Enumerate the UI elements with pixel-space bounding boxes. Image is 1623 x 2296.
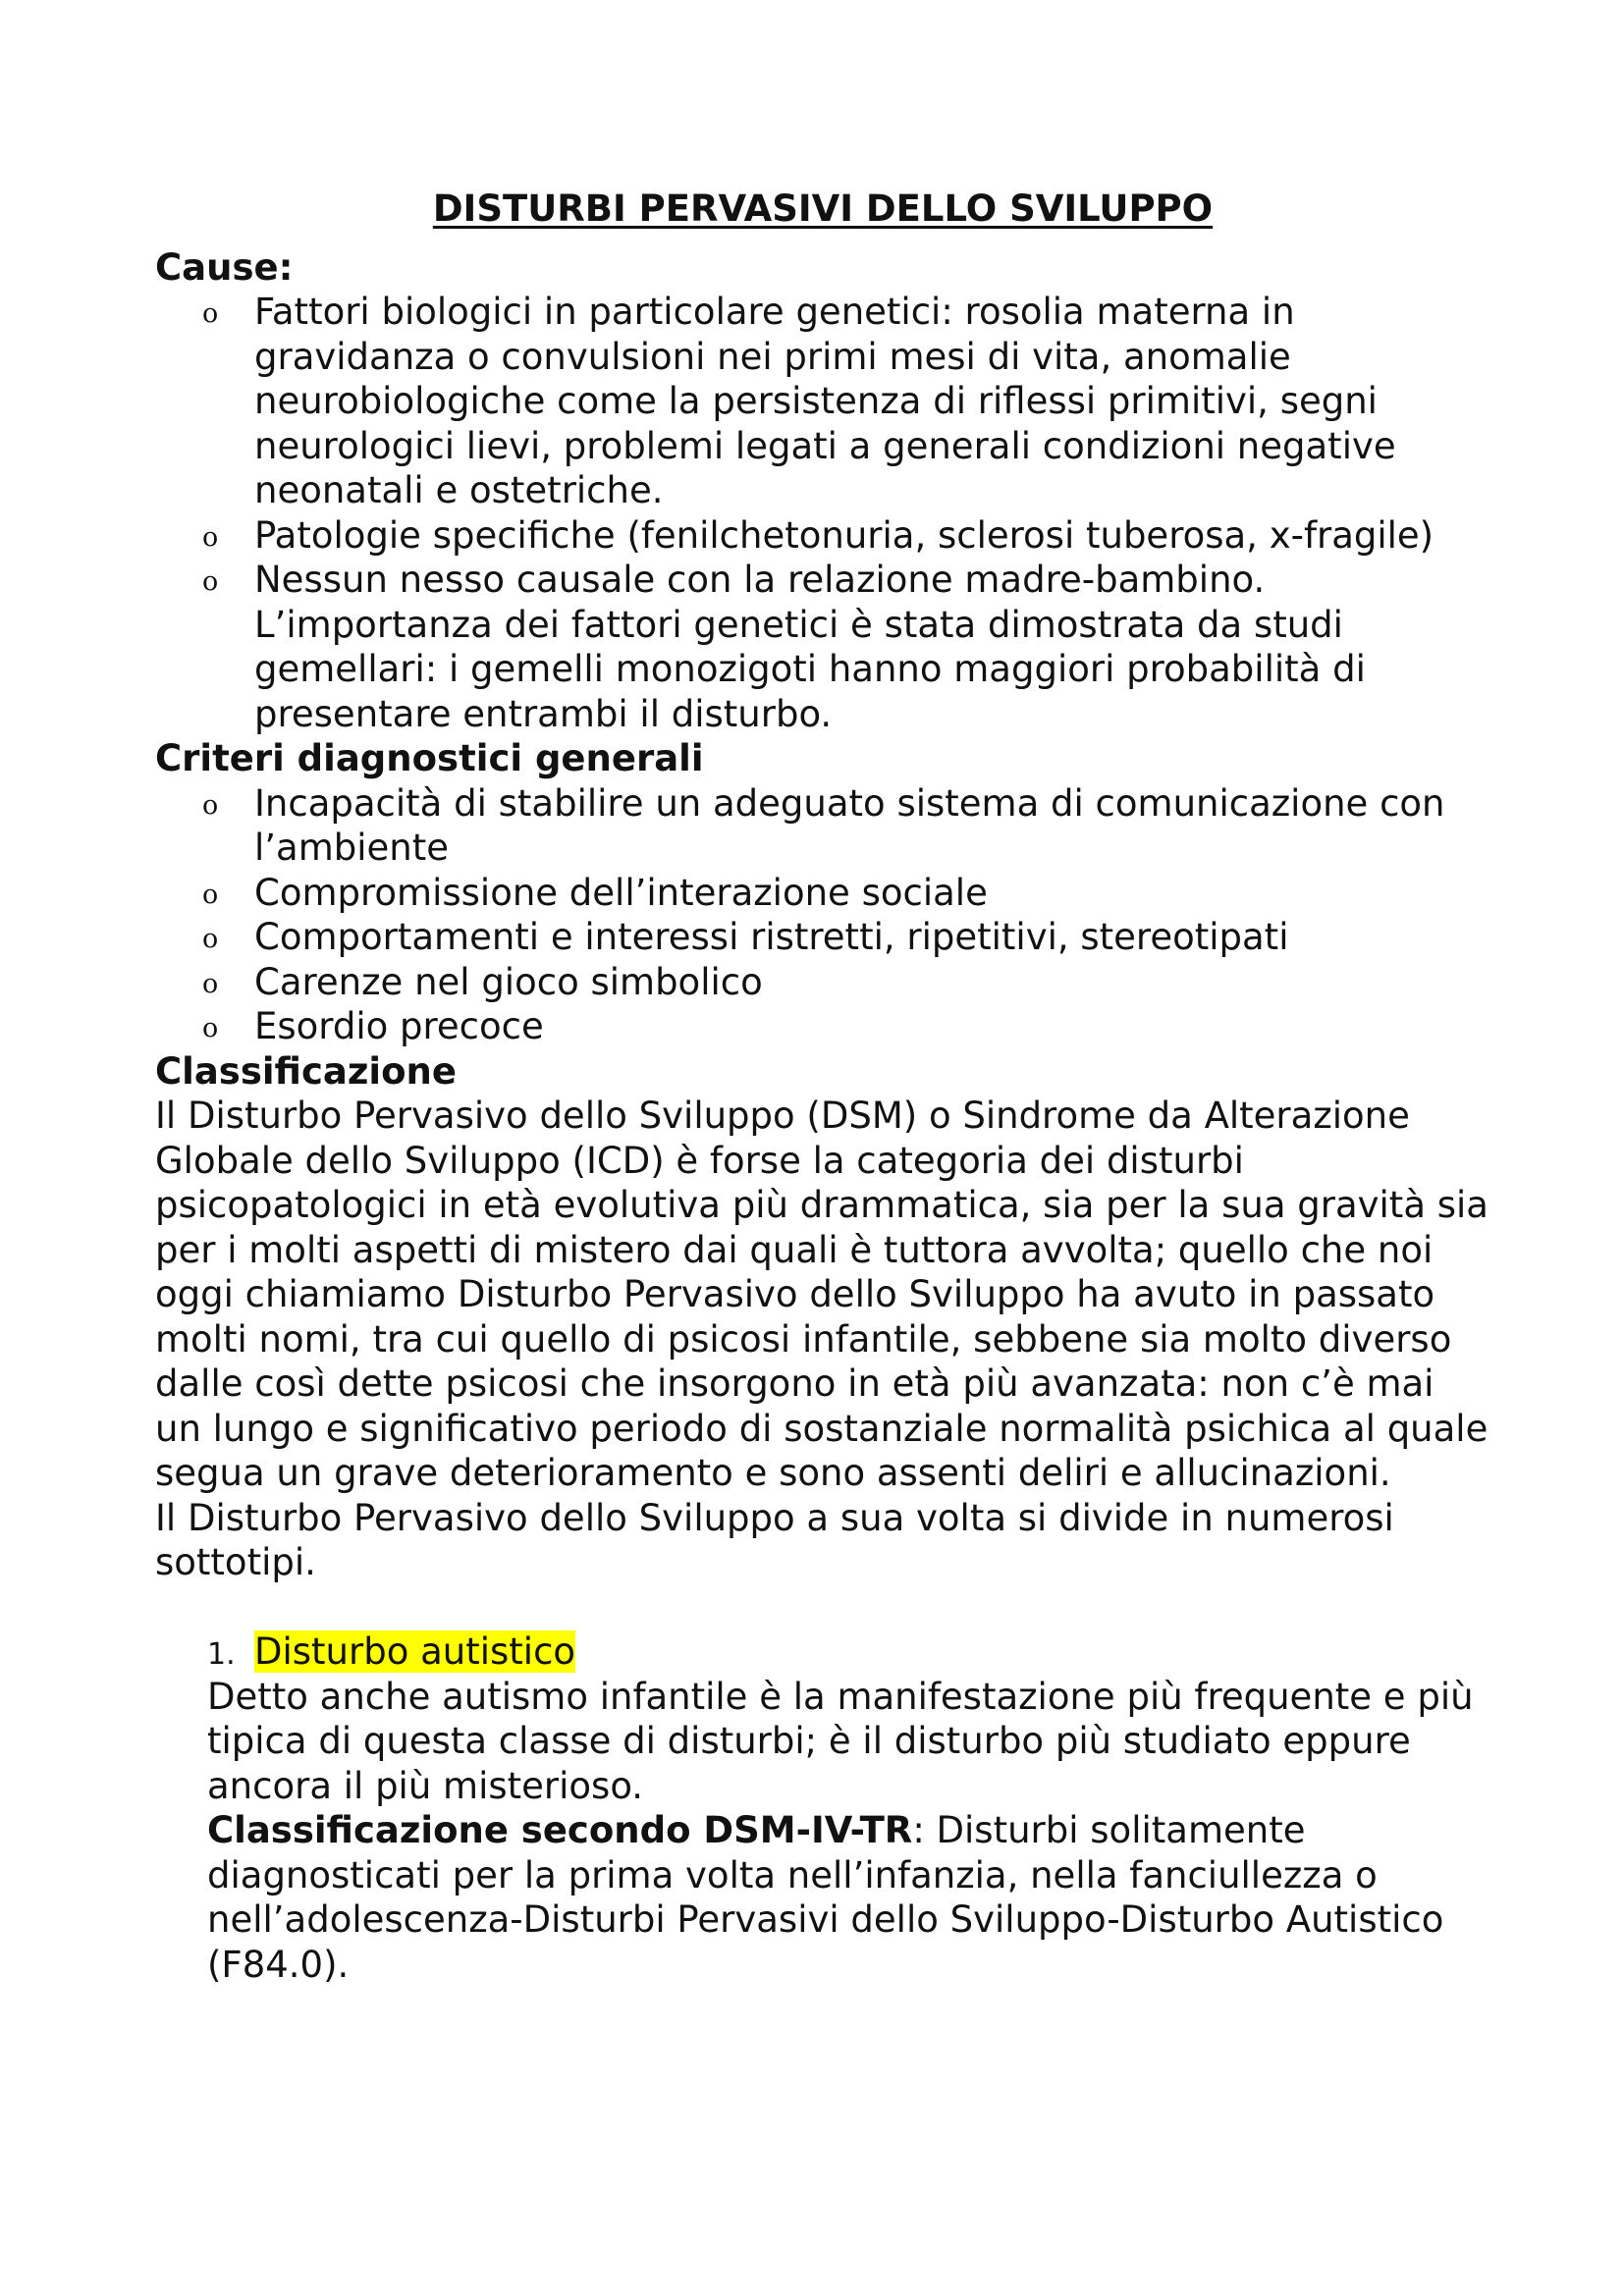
bullet-icon: o bbox=[202, 968, 219, 999]
list-item bbox=[202, 781, 1490, 871]
list-item-text: Nessun nesso causale con la relazione madre-bambino. L’importanza dei fattori genetici è stata dimostrata da studi gemellari: i gemelli monozigoti hanno maggiori probabilità di presentare entrambi il disturbo. bbox=[254, 559, 1366, 735]
list-item-text: Esordio precoce bbox=[254, 1005, 544, 1047]
bullet-icon: o bbox=[202, 879, 219, 910]
dsm-label: Classificazione secondo DSM-IV-TR bbox=[207, 1809, 913, 1851]
list-item bbox=[202, 960, 1490, 1005]
cause-list bbox=[155, 290, 1490, 736]
list-item-text: Comportamenti e interessi ristretti, ripetitivi, stereotipati bbox=[254, 916, 1289, 958]
dsm-classification bbox=[207, 1808, 1490, 1987]
list-item bbox=[202, 871, 1490, 916]
document-page bbox=[155, 187, 1490, 1987]
list-item bbox=[202, 1004, 1490, 1049]
list-item-text: Patologie specifiche (fenilchetonuria, sclerosi tuberosa, x-fragile) bbox=[254, 513, 1434, 557]
item-description: Detto anche autismo infantile è la manifestazione più frequente e più tipica di questa classe di disturbi; è il disturbo più studiato eppure ancora il più misterioso. bbox=[207, 1675, 1474, 1807]
numbered-item-autistico bbox=[155, 1629, 1490, 1987]
bullet-icon: o bbox=[202, 789, 219, 821]
bullet-icon: o bbox=[202, 298, 219, 329]
list-item-text: Fattori biologici in particolare genetici: rosolia materna in gravidanza o convulsioni nei primi mesi di vita, anomalie neurobiologiche come la persistenza di riflessi primitivi, segni neurologici lievi, problemi legati a generali condizioni negative neonatali e ostetriche. bbox=[254, 291, 1396, 511]
list-item-text: Carenze nel gioco simbolico bbox=[254, 960, 763, 1003]
section-heading-criteri: Criteri diagnostici generali bbox=[155, 737, 704, 779]
list-item bbox=[202, 513, 1490, 559]
list-item bbox=[202, 290, 1490, 513]
list-item-text: Incapacità di stabilire un adeguato sistema di comunicazione con l’ambiente bbox=[254, 781, 1445, 869]
bullet-icon: o bbox=[202, 924, 219, 954]
blank-line bbox=[155, 1585, 1490, 1630]
document-title: DISTURBI PERVASIVI DELLO SVILUPPO bbox=[432, 187, 1214, 230]
list-item-text: Compromissione dell’interazione sociale bbox=[254, 871, 988, 914]
bullet-icon: o bbox=[202, 1013, 219, 1043]
bullet-icon: o bbox=[202, 521, 219, 553]
list-item bbox=[202, 558, 1490, 736]
section-heading-classificazione: Classificazione bbox=[155, 1049, 457, 1093]
bullet-icon: o bbox=[202, 566, 219, 597]
dsm-text: : Disturbi solitamente diagnosticati per la prima volta nell’infanzia, nella fanciullezza o nell’adolescenza-Disturbi Pervasivi dello Sviluppo-Disturbo Autistico (F84.0). bbox=[207, 1809, 1444, 1986]
highlighted-subheading: Disturbo autistico bbox=[254, 1630, 576, 1673]
criteri-list bbox=[155, 781, 1490, 1049]
paragraph: Il Disturbo Pervasivo dello Sviluppo a sua volta si divide in numerosi sottotipi. bbox=[155, 1496, 1394, 1583]
list-item bbox=[202, 915, 1490, 960]
item-number: 1. bbox=[207, 1637, 236, 1672]
numbered-item-head bbox=[207, 1629, 1490, 1675]
paragraph: Il Disturbo Pervasivo dello Sviluppo (DSM) o Sindrome da Alterazione Globale dello Sviluppo (ICD) è forse la categoria dei disturbi psicopatologici in età evolutiva più drammatica, sia per la sua gravità sia per i molti aspetti di mistero dai quali è tuttora avvolta; quello che noi oggi chiamiamo Disturbo Pervasivo dello Sviluppo ha avuto in passato molti nomi, tra cui quello di psicosi infantile, sebbene sia molto diverso dalle così dette psicosi che insorgono in età più avanzata: non c’è mai un lungo e significativo periodo di sostanziale normalità psichica al quale segua un grave deterioramento e sono assenti deliri e allucinazioni. bbox=[155, 1095, 1488, 1494]
section-heading-cause: Cause: bbox=[155, 245, 294, 289]
